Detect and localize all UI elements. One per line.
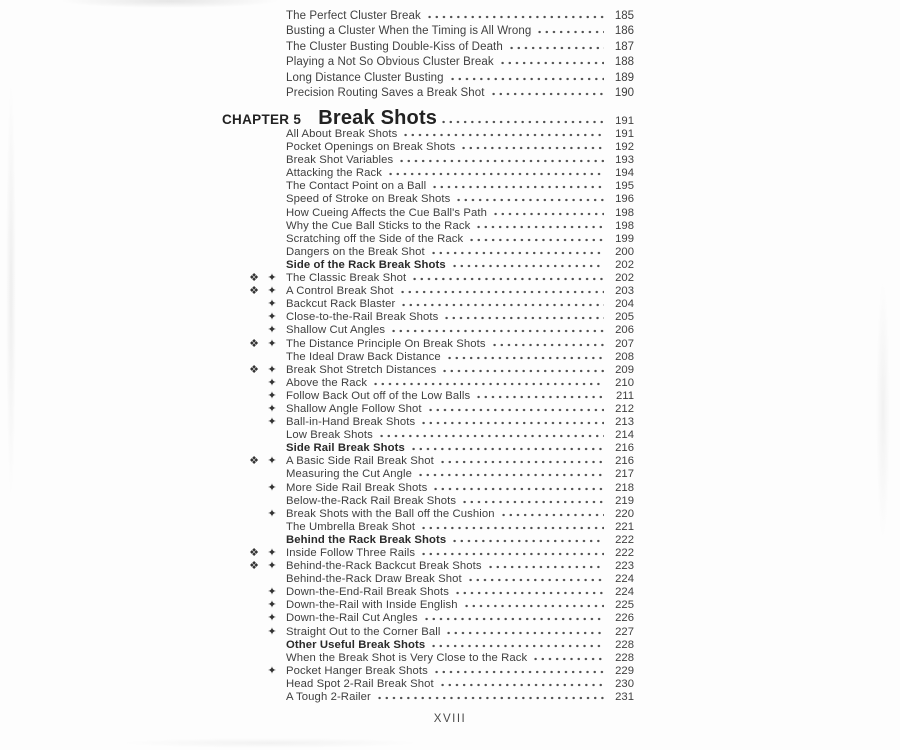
dot-leader bbox=[398, 159, 604, 163]
toc-entry-title: Side of the Rack Break Shots bbox=[286, 258, 446, 271]
chapter-title: Break Shots bbox=[318, 107, 438, 129]
four-point-star-icon: ✦ bbox=[267, 625, 277, 638]
toc-entry-title: Precision Routing Saves a Break Shot bbox=[286, 87, 485, 100]
toc-entry-title: How Cueing Affects the Cue Ball's Path bbox=[286, 206, 488, 219]
dot-leader bbox=[399, 290, 605, 294]
toc-entry bbox=[246, 324, 634, 337]
toc-entry-title: Long Distance Cluster Busting bbox=[286, 71, 444, 84]
toc-entry-title: Pocket Hanger Break Shots bbox=[286, 664, 428, 677]
dot-leader bbox=[378, 434, 604, 438]
toc-entry-page: 202 bbox=[615, 272, 634, 285]
toc-entry-title: The Perfect Cluster Break bbox=[286, 10, 421, 22]
four-point-star-icon: ✦ bbox=[267, 376, 277, 389]
toc-entry-page: 222 bbox=[615, 533, 634, 546]
dot-leader bbox=[387, 172, 604, 176]
toc-entry-title: Why the Cue Ball Sticks to the Rack bbox=[286, 219, 471, 232]
toc-entry-page: 221 bbox=[615, 520, 634, 533]
dot-leader bbox=[468, 238, 604, 242]
toc-entry-title: A Tough 2-Railer bbox=[286, 691, 371, 704]
toc-entry bbox=[246, 691, 634, 704]
dot-leader bbox=[443, 316, 604, 320]
dot-leader bbox=[431, 185, 604, 189]
dot-leader bbox=[439, 683, 604, 687]
toc-entry-page: 223 bbox=[615, 560, 634, 573]
toc-entry-title: Ball-in-Hand Break Shots bbox=[286, 416, 416, 429]
four-point-star-icon: ✦ bbox=[267, 389, 277, 402]
dot-leader bbox=[449, 77, 604, 81]
toc-entry bbox=[246, 612, 634, 625]
toc-entry-title: Break Shot Variables bbox=[286, 154, 394, 167]
toc-entry-title: Inside Follow Three Rails bbox=[286, 547, 416, 559]
toc-entry-page: 218 bbox=[615, 481, 634, 494]
dot-leader bbox=[487, 565, 604, 569]
toc-entry-title: Busting a Cluster When the Timing is All Wrong bbox=[286, 25, 532, 38]
toc-entry bbox=[246, 442, 634, 455]
toc-entry-page: 194 bbox=[615, 167, 634, 180]
toc-entry-title: The Cluster Busting Double-Kiss of Death bbox=[286, 40, 503, 53]
toc-entry-title: A Control Break Shot bbox=[286, 285, 394, 298]
toc-entry-page: 192 bbox=[615, 141, 634, 154]
dot-leader bbox=[499, 61, 604, 65]
toc-entry bbox=[246, 311, 634, 324]
dot-leader bbox=[430, 251, 604, 255]
toc-entry bbox=[246, 547, 634, 560]
scan-artifact bbox=[6, 80, 16, 500]
dot-leader bbox=[400, 303, 604, 307]
toc-entry-page: 187 bbox=[614, 40, 634, 53]
toc-entry-title: Behind-the-Rack Backcut Break Shots bbox=[286, 560, 482, 573]
toc-entry-title: Shallow Cut Angles bbox=[286, 324, 386, 337]
toc-entry-page: 199 bbox=[615, 232, 634, 245]
toc-entry bbox=[246, 508, 634, 521]
diamond-cross-icon: ❖ bbox=[249, 547, 259, 559]
toc-entry bbox=[246, 128, 634, 141]
dot-leader bbox=[440, 120, 604, 124]
toc-entry-title: Playing a Not So Obvious Cluster Break bbox=[286, 56, 494, 69]
toc-entry-title: Down-the-End-Rail Break Shots bbox=[286, 586, 450, 599]
dot-leader bbox=[410, 447, 604, 451]
toc-entry bbox=[246, 338, 634, 351]
toc-entry-page: 228 bbox=[615, 638, 634, 651]
four-point-star-icon: ✦ bbox=[267, 599, 277, 612]
four-point-star-icon: ✦ bbox=[267, 311, 277, 324]
toc-entry bbox=[246, 639, 634, 652]
toc-entry bbox=[246, 364, 634, 377]
toc-entry-title: Measuring the Cut Angle bbox=[286, 468, 413, 481]
toc-entry-title: The Ideal Draw Back Distance bbox=[286, 350, 441, 363]
toc-entry-title: Straight Out to the Corner Ball bbox=[286, 625, 441, 638]
toc-entry bbox=[246, 207, 634, 220]
dot-leader bbox=[372, 382, 604, 386]
chapter-page-number: 191 bbox=[615, 115, 634, 127]
toc-entry-page: 216 bbox=[615, 442, 634, 455]
toc-entry bbox=[246, 298, 634, 311]
toc-entry-page: 212 bbox=[615, 402, 634, 415]
dot-leader bbox=[417, 473, 604, 477]
toc-entry-title: Shallow Angle Follow Shot bbox=[286, 402, 422, 415]
toc-entry-page: 227 bbox=[615, 625, 634, 638]
toc-entry bbox=[246, 86, 634, 101]
toc-entry-title: Down-the-Rail with Inside English bbox=[286, 599, 458, 612]
toc-entry-title: Below-the-Rack Rail Break Shots bbox=[286, 494, 457, 507]
toc-entry bbox=[246, 665, 634, 678]
toc-entry-page: 198 bbox=[615, 206, 634, 219]
toc-entry bbox=[246, 468, 634, 481]
toc-entry-page: 216 bbox=[615, 455, 634, 468]
dot-leader bbox=[508, 46, 604, 50]
toc-entry bbox=[246, 154, 634, 167]
dot-leader bbox=[423, 617, 604, 621]
toc-entry bbox=[246, 9, 634, 24]
dot-leader bbox=[491, 343, 604, 347]
dot-leader bbox=[376, 696, 604, 700]
toc-entry-title: Attacking the Rack bbox=[286, 167, 382, 180]
dot-leader bbox=[467, 578, 604, 582]
dot-leader bbox=[446, 356, 604, 360]
toc-entry-page: 229 bbox=[615, 664, 634, 677]
four-point-star-icon: ✦ bbox=[267, 586, 277, 599]
dot-leader bbox=[402, 133, 604, 137]
toc-entry-page: 185 bbox=[614, 10, 634, 22]
four-point-star-icon: ✦ bbox=[267, 285, 277, 298]
four-point-star-icon: ✦ bbox=[267, 402, 277, 415]
toc-entry-title: More Side Rail Break Shots bbox=[286, 481, 428, 494]
toc-entry-page: 191 bbox=[615, 128, 634, 140]
toc-entry bbox=[246, 233, 634, 246]
toc-entry-page: 222 bbox=[615, 547, 634, 559]
toc-entry-page: 193 bbox=[615, 154, 634, 167]
toc-entry bbox=[246, 626, 634, 639]
toc-entry-page: 206 bbox=[615, 324, 634, 337]
toc-entry bbox=[246, 390, 634, 403]
toc-entry bbox=[246, 272, 634, 285]
dot-leader bbox=[451, 539, 604, 543]
four-point-star-icon: ✦ bbox=[267, 298, 277, 311]
toc-entry-title: Backcut Rack Blaster bbox=[286, 298, 396, 311]
toc-entry-page: 203 bbox=[615, 285, 634, 298]
toc-entry-title: When the Break Shot is Very Close to the Rack bbox=[286, 651, 528, 664]
four-point-star-icon: ✦ bbox=[267, 272, 277, 285]
toc-entry bbox=[246, 180, 634, 193]
dot-leader bbox=[445, 631, 604, 635]
toc-entry-page: 217 bbox=[615, 468, 634, 481]
toc-entry-title: Behind-the-Rack Draw Break Shot bbox=[286, 573, 462, 586]
dot-leader bbox=[420, 421, 604, 425]
toc-entry bbox=[246, 455, 634, 468]
dot-leader bbox=[454, 591, 604, 595]
toc-entry bbox=[246, 40, 634, 55]
toc-entry-page: 210 bbox=[615, 376, 634, 389]
scan-artifact bbox=[60, 0, 280, 8]
toc-entry-page: 202 bbox=[615, 258, 634, 271]
toc-entry bbox=[246, 573, 634, 586]
toc-entry-title: Other Useful Break Shots bbox=[286, 638, 426, 651]
four-point-star-icon: ✦ bbox=[267, 612, 277, 625]
toc-entry-page: 204 bbox=[615, 298, 634, 311]
diamond-cross-icon: ❖ bbox=[249, 285, 259, 298]
diamond-cross-icon: ❖ bbox=[249, 272, 259, 285]
dot-leader bbox=[411, 277, 604, 281]
toc-entry bbox=[246, 521, 634, 534]
toc-entry bbox=[246, 534, 634, 547]
diamond-cross-icon: ❖ bbox=[249, 337, 259, 350]
dot-leader bbox=[475, 395, 604, 399]
toc-entry-title: Side Rail Break Shots bbox=[286, 442, 405, 455]
dot-leader bbox=[420, 552, 604, 556]
toc-entry-page: 205 bbox=[615, 311, 634, 324]
toc-entry-page: 224 bbox=[615, 586, 634, 599]
toc-entry bbox=[246, 377, 634, 390]
toc-entry-title: Head Spot 2-Rail Break Shot bbox=[286, 677, 434, 690]
toc-entry bbox=[246, 167, 634, 180]
toc-entry-title: The Distance Principle On Break Shots bbox=[286, 337, 486, 350]
dot-leader bbox=[461, 500, 604, 504]
toc-entry-title: Scratching off the Side of the Rack bbox=[286, 232, 464, 245]
toc-entry-page: 190 bbox=[614, 87, 634, 100]
toc-entry-title: Break Shots with the Ball off the Cushion bbox=[286, 507, 495, 520]
dot-leader bbox=[463, 604, 604, 608]
toc-entry-page: 208 bbox=[615, 350, 634, 363]
toc-entry bbox=[246, 586, 634, 599]
scan-artifact bbox=[876, 280, 890, 540]
toc-entry-title: The Umbrella Break Shot bbox=[286, 520, 416, 533]
four-point-star-icon: ✦ bbox=[267, 416, 277, 429]
page-number-footer: XVIII bbox=[433, 713, 467, 725]
toc-entry bbox=[246, 141, 634, 154]
toc-entry-page: 209 bbox=[615, 363, 634, 376]
toc-entry bbox=[246, 351, 634, 364]
toc-entry-page: 198 bbox=[615, 219, 634, 232]
toc-entry bbox=[246, 482, 634, 495]
toc-entry bbox=[246, 416, 634, 429]
dot-leader bbox=[420, 526, 604, 530]
four-point-star-icon: ✦ bbox=[267, 324, 277, 337]
toc-entry-page: 230 bbox=[615, 677, 634, 690]
toc-entry-page: 196 bbox=[615, 193, 634, 206]
toc-entry-page: 186 bbox=[614, 25, 634, 38]
toc-entry-page: 214 bbox=[615, 429, 634, 442]
toc-entry-title: Break Shot Stretch Distances bbox=[286, 363, 437, 376]
toc-entry-page: 225 bbox=[615, 599, 634, 612]
toc-entry bbox=[246, 246, 634, 259]
toc-entry bbox=[246, 220, 634, 233]
toc-entry bbox=[246, 495, 634, 508]
pre-chapter-list bbox=[246, 9, 634, 101]
toc-entry-page: 200 bbox=[615, 245, 634, 258]
four-point-star-icon: ✦ bbox=[267, 507, 277, 520]
toc-entry-page: 220 bbox=[615, 507, 634, 520]
toc-entry bbox=[246, 285, 634, 298]
toc-entry-title: Follow Back Out off of the Low Balls bbox=[286, 389, 471, 402]
dot-leader bbox=[500, 513, 604, 517]
toc-entry bbox=[246, 560, 634, 573]
dot-leader bbox=[532, 657, 604, 661]
dot-leader bbox=[390, 329, 604, 333]
dot-leader bbox=[475, 225, 604, 229]
dot-leader bbox=[430, 644, 604, 648]
toc-entry-page: 226 bbox=[615, 612, 634, 625]
four-point-star-icon: ✦ bbox=[267, 547, 277, 559]
toc-entry-page: 231 bbox=[615, 691, 634, 704]
dot-leader bbox=[439, 460, 604, 464]
dot-leader bbox=[490, 92, 604, 96]
toc-entry-title: The Contact Point on a Ball bbox=[286, 180, 427, 193]
toc-entry-title: Dangers on the Break Shot bbox=[286, 245, 425, 258]
toc-entry-title: Close-to-the-Rail Break Shots bbox=[286, 311, 439, 324]
four-point-star-icon: ✦ bbox=[267, 560, 277, 573]
four-point-star-icon: ✦ bbox=[267, 363, 277, 376]
toc-entry bbox=[246, 652, 634, 665]
chapter-label: CHAPTER 5 bbox=[222, 112, 302, 127]
dot-leader bbox=[433, 670, 604, 674]
toc-entry bbox=[246, 403, 634, 416]
four-point-star-icon: ✦ bbox=[267, 455, 277, 468]
dot-leader bbox=[426, 15, 604, 19]
chapter-entry-list bbox=[246, 128, 634, 704]
diamond-cross-icon: ❖ bbox=[249, 363, 259, 376]
toc-entry-page: 213 bbox=[615, 416, 634, 429]
diamond-cross-icon: ❖ bbox=[249, 455, 259, 468]
toc-entry bbox=[246, 71, 634, 86]
toc-entry-title: Speed of Stroke on Break Shots bbox=[286, 193, 451, 206]
toc-entry-title: Down-the-Rail Cut Angles bbox=[286, 612, 418, 625]
toc-entry-page: 228 bbox=[615, 651, 634, 664]
toc-entry bbox=[246, 24, 634, 39]
toc-entry bbox=[246, 259, 634, 272]
four-point-star-icon: ✦ bbox=[267, 664, 277, 677]
four-point-star-icon: ✦ bbox=[267, 337, 277, 350]
toc-entry-title: The Classic Break Shot bbox=[286, 272, 407, 285]
dot-leader bbox=[455, 198, 604, 202]
toc-entry-page: 207 bbox=[615, 337, 634, 350]
dot-leader bbox=[460, 146, 604, 150]
toc-entry-page: 188 bbox=[614, 56, 634, 69]
dot-leader bbox=[451, 264, 604, 268]
toc-entry bbox=[246, 599, 634, 612]
scan-artifact bbox=[120, 738, 420, 748]
chapter-heading bbox=[222, 107, 634, 130]
toc-entry-title: Low Break Shots bbox=[286, 429, 373, 442]
toc-entry-page: 195 bbox=[615, 180, 634, 193]
toc-entry-title: Behind the Rack Break Shots bbox=[286, 533, 447, 546]
toc-entry bbox=[246, 678, 634, 691]
toc-entry-page: 211 bbox=[615, 389, 634, 402]
four-point-star-icon: ✦ bbox=[267, 481, 277, 494]
toc-entry-title: Above the Rack bbox=[286, 376, 368, 389]
toc-entry bbox=[246, 55, 634, 70]
toc-entry-title: Pocket Openings on Break Shots bbox=[286, 141, 456, 154]
toc-entry-page: 224 bbox=[615, 573, 634, 586]
dot-leader bbox=[441, 369, 604, 373]
toc-entry-page: 189 bbox=[614, 71, 634, 84]
toc-entry-title: All About Break Shots bbox=[286, 128, 398, 140]
toc-entry bbox=[246, 429, 634, 442]
dot-leader bbox=[536, 30, 604, 34]
dot-leader bbox=[427, 408, 604, 412]
dot-leader bbox=[432, 487, 604, 491]
diamond-cross-icon: ❖ bbox=[249, 560, 259, 573]
dot-leader bbox=[492, 212, 604, 216]
toc-entry bbox=[246, 193, 634, 206]
toc-entry-title: A Basic Side Rail Break Shot bbox=[286, 455, 434, 468]
toc-entry-page: 219 bbox=[615, 494, 634, 507]
